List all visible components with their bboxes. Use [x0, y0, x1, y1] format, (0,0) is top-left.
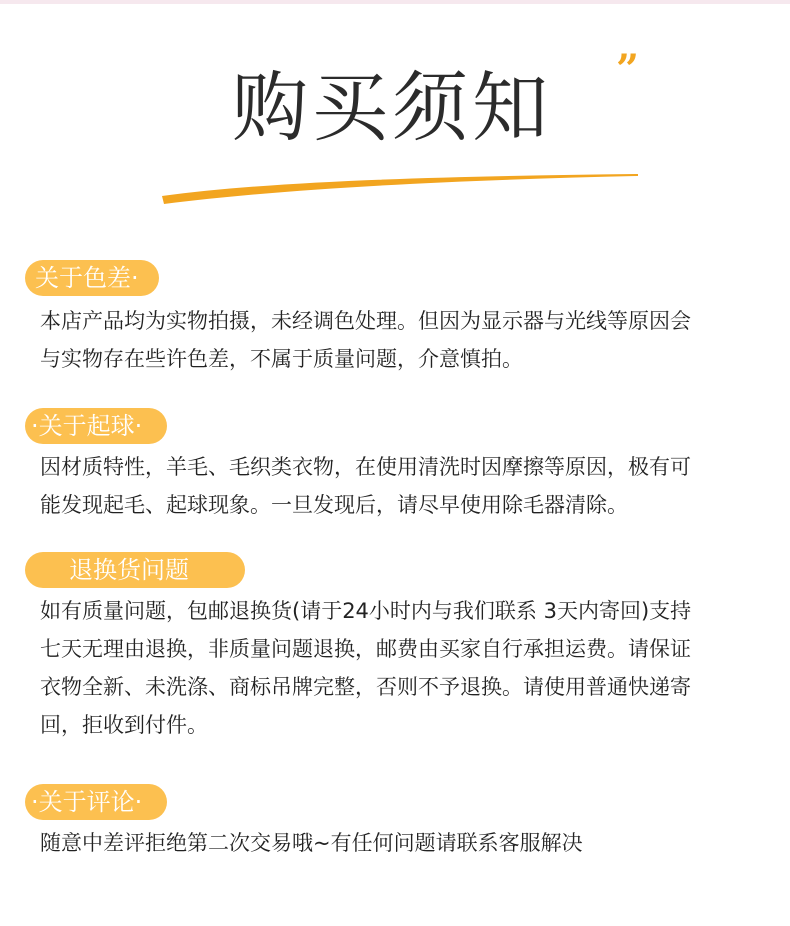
section-body	[40, 448, 780, 524]
section-tag	[25, 552, 245, 588]
body-line: 本店产品均为实物拍摄，未经调色处理。但因为显示器与光线等原因会	[40, 309, 691, 333]
section-tag	[25, 260, 159, 296]
page-title: 购买须知	[232, 63, 552, 152]
section-tag	[25, 784, 167, 820]
section-tag-label: 关于色差·	[35, 264, 139, 292]
body-line: 回，拒收到付件。	[40, 713, 208, 737]
body-line: 七天无理由退换，非质量问题退换，邮费由买家自行承担运费。请保证	[40, 637, 691, 661]
body-line: 如有质量问题，包邮退换货(请于24小时内与我们联系 3天内寄回)支持	[40, 599, 692, 623]
body-line: 与实物存在些许色差，不属于质量问题，介意慎拍。	[40, 347, 523, 371]
section-body	[40, 302, 780, 378]
body-line: 能发现起毛、起球现象。一旦发现后，请尽早使用除毛器清除。	[40, 493, 628, 517]
section-tag	[25, 408, 167, 444]
body-line: 衣物全新、未洗涤、商标吊牌完整，否则不予退换。请使用普通快递寄	[40, 675, 691, 699]
section-tag-label: 退换货问题	[69, 556, 189, 584]
section-body	[40, 824, 780, 862]
section-tag-label: ·关于评论·	[31, 788, 143, 816]
top-strip	[0, 0, 790, 4]
quote-mark-icon: ”	[616, 46, 640, 93]
section-body	[40, 592, 780, 744]
section-tag-label: ·关于起球·	[31, 412, 143, 440]
title-underline-swoosh	[160, 166, 640, 206]
body-line: 因材质特性，羊毛、毛织类衣物，在使用清洗时因摩擦等原因，极有可	[40, 455, 691, 479]
body-line: 随意中差评拒绝第二次交易哦~有任何问题请联系客服解决	[40, 831, 583, 855]
